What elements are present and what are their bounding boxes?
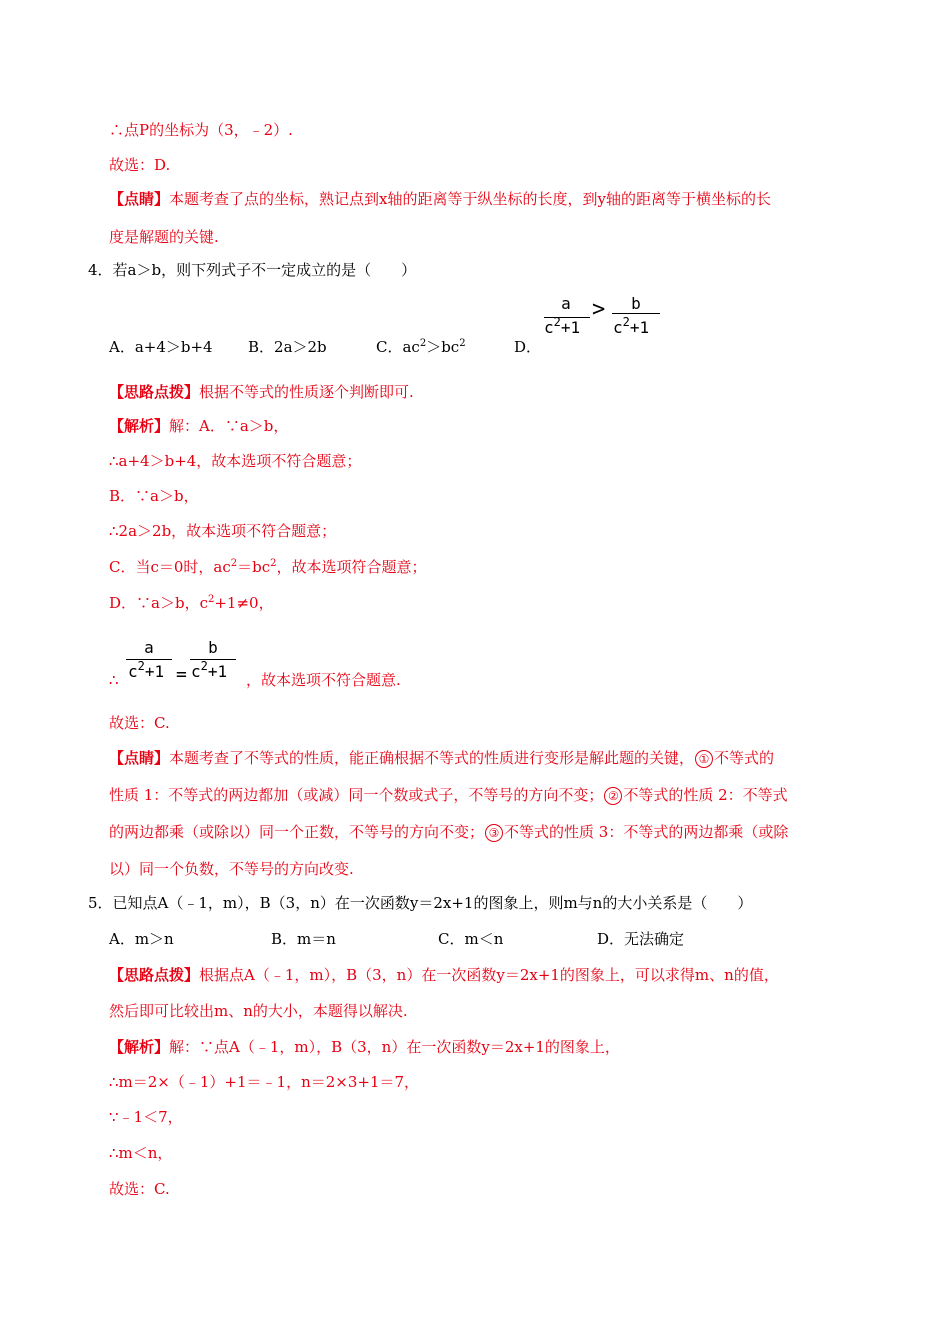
q5-stem: 5．已知点A（﹣1，m），B（3，n）在一次函数y＝2x+1的图象上，则m与n的大小关系是（ ） — [88, 894, 753, 912]
q5-option-d: D．无法确定 — [597, 930, 685, 948]
q4-option-b: B．2a＞2b — [248, 338, 327, 356]
prev-comment-text: 本题考查了点的坐标，熟记点到x轴的距离等于纵坐标的长度，到y轴的距离等于横坐标的长 — [169, 190, 771, 208]
fraction-denominator: $c^2+1$ — [544, 315, 581, 337]
q4-solution-line2: ∴a+4＞b+4，故本选项不符合题意； — [109, 452, 362, 470]
fraction-bar — [126, 659, 172, 660]
q4-comment-line4: 以）同一个负数，不等号的方向改变. — [109, 860, 354, 878]
q4-answer: 故选：C. — [109, 714, 170, 732]
fraction-denominator: $c^2+1$ — [613, 315, 650, 337]
q4-comment-line3: 的两边都乘（或除以）同一个正数，不等号的方向不变； ③ 不等式的性质 3：不等式的两边都乘（或除 — [109, 823, 789, 841]
circled-three: ③ — [485, 824, 503, 842]
prev-comment-line1 — [109, 189, 771, 209]
q4-solution-line1: 【解析】解：A．∵a＞b， — [109, 417, 289, 435]
circled-one: ① — [695, 750, 713, 768]
q4-option-d-formula — [540, 294, 662, 344]
fraction-numerator-b: b — [631, 294, 641, 313]
q5-option-a: A．m＞n — [109, 930, 174, 948]
q5-hint-line1: 【思路点拨】根据点A（﹣1，m），B（3，n）在一次函数y＝2x+1的图象上，可以求得m、n的值， — [109, 966, 779, 984]
q5-solution-line2: ∴m＝2×（﹣1）+1＝﹣1，n＝2×3+1＝7， — [109, 1073, 420, 1091]
q5-option-c: C．m＜n — [438, 930, 504, 948]
q4-solution-line3: B．∵a＞b， — [109, 487, 199, 505]
fraction-bar — [612, 313, 660, 314]
fraction-numerator-b: b — [208, 638, 218, 657]
fraction-numerator-a: a — [144, 638, 154, 657]
q4-solution-line4: ∴2a＞2b，故本选项不符合题意； — [109, 522, 337, 540]
q5-hint-line2: 然后即可比较出m、n的大小，本题得以解决. — [109, 1002, 408, 1020]
q5-solution-line3: ∵﹣1＜7， — [109, 1108, 183, 1126]
equals-sign: = — [176, 664, 187, 685]
fraction-numerator-a: a — [561, 294, 571, 313]
fraction-denominator: $c^2+1$ — [191, 659, 228, 681]
q5-answer: 故选：C. — [109, 1180, 170, 1198]
q4-stem: 4．若a＞b，则下列式子不一定成立的是（ ） — [88, 261, 417, 279]
q4-solution-therefore: ∴ — [109, 671, 119, 689]
circled-two: ② — [604, 787, 622, 805]
prev-comment-line2: 度是解题的关键. — [109, 228, 219, 246]
q4-equality-formula — [124, 638, 250, 688]
fraction-bar — [190, 659, 236, 660]
q4-option-c: C．$ac^2>bc^2$ — [376, 338, 466, 356]
greater-than-sign: > — [592, 297, 606, 322]
prev-answer: 故选：D. — [109, 156, 171, 174]
q4-option-a: A．a+4＞b+4 — [109, 338, 213, 356]
q4-solution-line5: C．当c＝0时，$ac^2=bc^2$，故本选项符合题意； — [109, 558, 427, 576]
prev-conclusion: ∴点P的坐标为（3，﹣2）. — [109, 121, 293, 139]
q4-comment-line1: 【点睛】本题考查了不等式的性质，能正确根据不等式的性质进行变形是解此题的关键， ① 不等式的 — [109, 749, 775, 767]
q5-option-b: B．m＝n — [271, 930, 336, 948]
q4-hint: 【思路点拨】根据不等式的性质逐个判断即可. — [109, 383, 414, 401]
q5-solution-line4: ∴m＜n， — [109, 1144, 173, 1162]
prev-comment-tag: 【点睛】 — [109, 190, 170, 208]
q4-solution-line6: D．∵a＞b，$c^2+1\ne 0$， — [109, 594, 274, 612]
q4-option-d-label: D． — [514, 338, 542, 356]
fraction-denominator: $c^2+1$ — [128, 659, 165, 681]
q4-comment-line2: 性质 1：不等式的两边都加（或减）同一个数或式子，不等号的方向不变； ② 不等式的性质 2：不等式 — [109, 786, 788, 804]
q5-solution-line1: 【解析】解：∵点A（﹣1，m），B（3，n）在一次函数y＝2x+1的图象上， — [109, 1038, 620, 1056]
q4-solution-d-conclusion: ，故本选项不符合题意. — [246, 671, 401, 689]
